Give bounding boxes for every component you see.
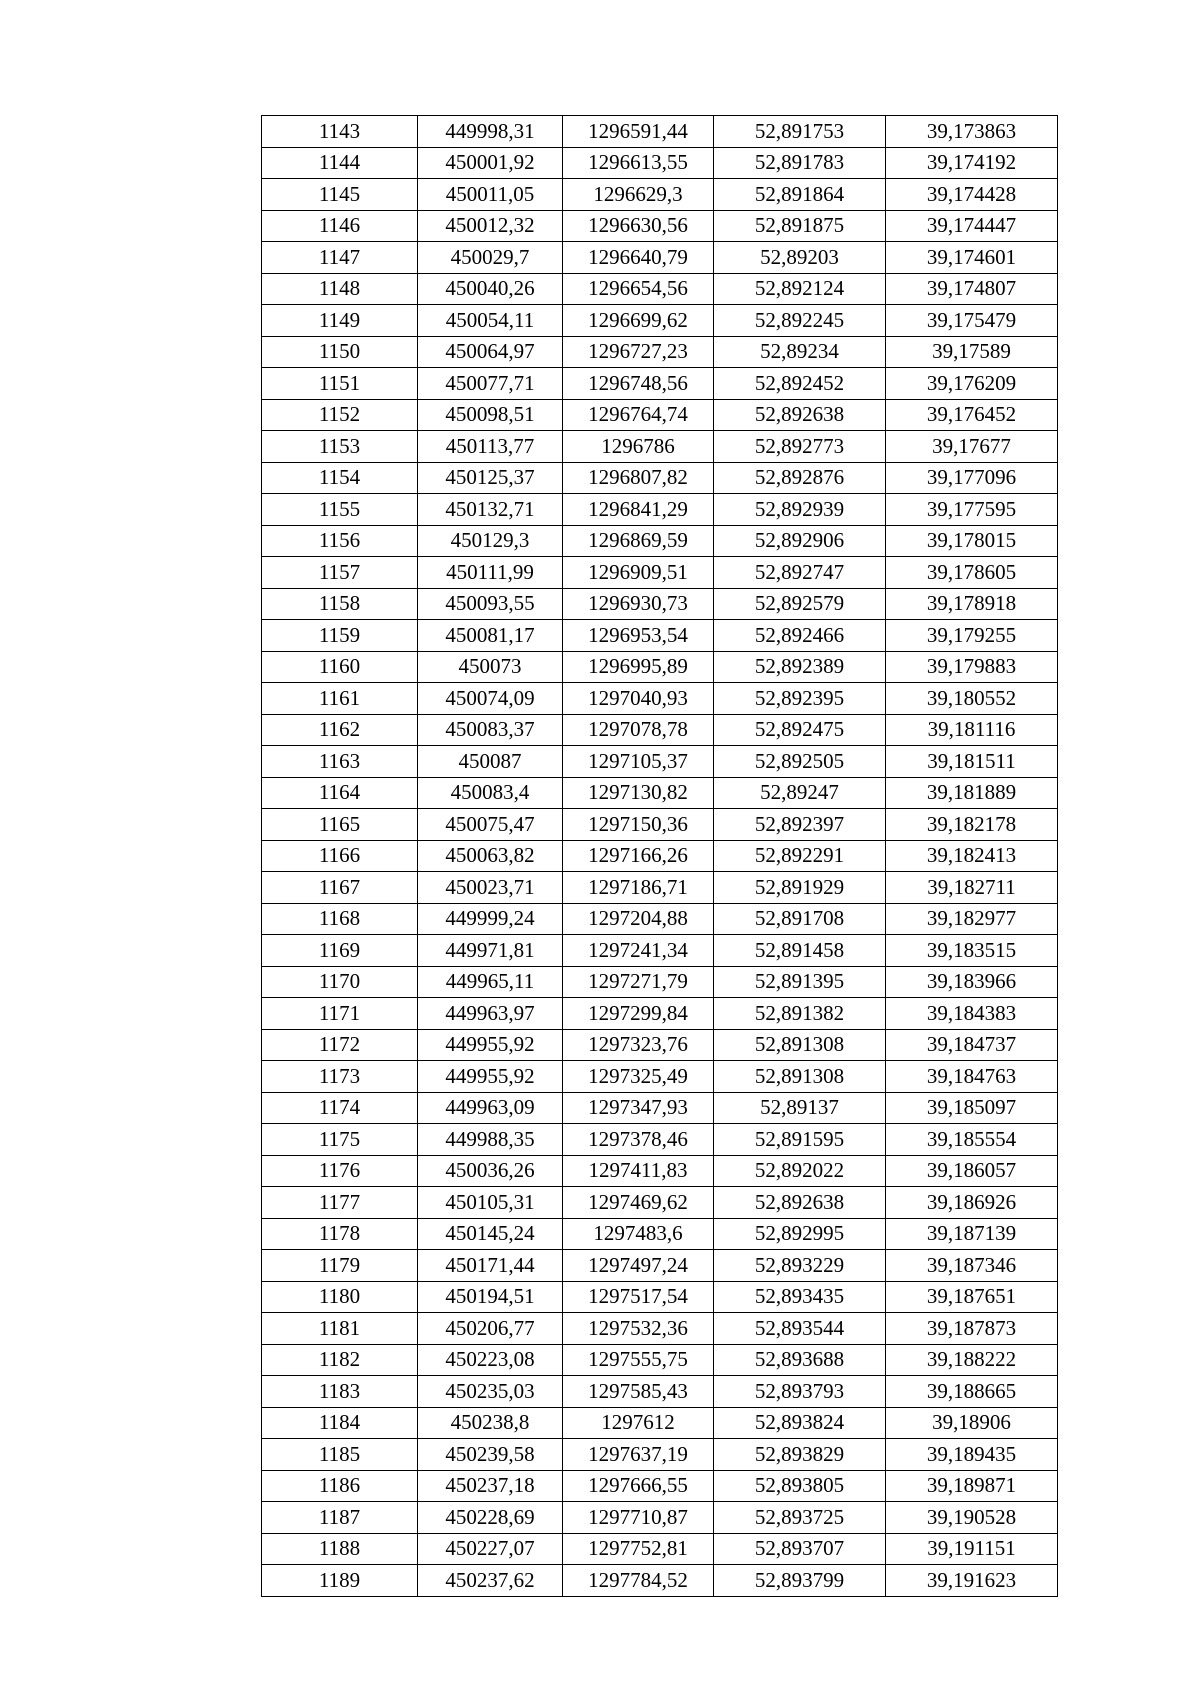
table-row (262, 1376, 1058, 1408)
longitude-cell: 39,187346 (886, 1250, 1058, 1282)
longitude-cell: 39,175479 (886, 305, 1058, 337)
longitude-cell: 39,174601 (886, 242, 1058, 274)
point-number-cell: 1144 (262, 147, 418, 179)
x-coordinate-cell: 450145,24 (418, 1218, 563, 1250)
y-coordinate-cell: 1297666,55 (563, 1470, 714, 1502)
x-coordinate-cell: 450132,71 (418, 494, 563, 526)
latitude-cell: 52,893688 (714, 1344, 886, 1376)
point-number-cell: 1145 (262, 179, 418, 211)
table-row (262, 966, 1058, 998)
table-row (262, 1407, 1058, 1439)
latitude-cell: 52,893725 (714, 1502, 886, 1534)
point-number-cell: 1167 (262, 872, 418, 904)
longitude-cell: 39,181116 (886, 714, 1058, 746)
latitude-cell: 52,89234 (714, 336, 886, 368)
x-coordinate-cell: 450223,08 (418, 1344, 563, 1376)
point-number-cell: 1159 (262, 620, 418, 652)
latitude-cell: 52,892389 (714, 651, 886, 683)
x-coordinate-cell: 450111,99 (418, 557, 563, 589)
point-number-cell: 1146 (262, 210, 418, 242)
longitude-cell: 39,182977 (886, 903, 1058, 935)
x-coordinate-cell: 450129,3 (418, 525, 563, 557)
x-coordinate-cell: 450093,55 (418, 588, 563, 620)
point-number-cell: 1160 (262, 651, 418, 683)
longitude-cell: 39,187873 (886, 1313, 1058, 1345)
longitude-cell: 39,183966 (886, 966, 1058, 998)
latitude-cell: 52,891458 (714, 935, 886, 967)
table-row (262, 872, 1058, 904)
table-row (262, 557, 1058, 589)
latitude-cell: 52,891929 (714, 872, 886, 904)
latitude-cell: 52,89247 (714, 777, 886, 809)
longitude-cell: 39,173863 (886, 116, 1058, 148)
longitude-cell: 39,182413 (886, 840, 1058, 872)
table-row (262, 620, 1058, 652)
longitude-cell: 39,188222 (886, 1344, 1058, 1376)
longitude-cell: 39,190528 (886, 1502, 1058, 1534)
y-coordinate-cell: 1297166,26 (563, 840, 714, 872)
longitude-cell: 39,18906 (886, 1407, 1058, 1439)
x-coordinate-cell: 450237,18 (418, 1470, 563, 1502)
point-number-cell: 1180 (262, 1281, 418, 1313)
latitude-cell: 52,892638 (714, 399, 886, 431)
x-coordinate-cell: 450113,77 (418, 431, 563, 463)
y-coordinate-cell: 1297040,93 (563, 683, 714, 715)
x-coordinate-cell: 450083,37 (418, 714, 563, 746)
y-coordinate-cell: 1297105,37 (563, 746, 714, 778)
table-row (262, 998, 1058, 1030)
point-number-cell: 1162 (262, 714, 418, 746)
y-coordinate-cell: 1296786 (563, 431, 714, 463)
point-number-cell: 1155 (262, 494, 418, 526)
table-row (262, 494, 1058, 526)
y-coordinate-cell: 1297241,34 (563, 935, 714, 967)
longitude-cell: 39,176209 (886, 368, 1058, 400)
y-coordinate-cell: 1297532,36 (563, 1313, 714, 1345)
latitude-cell: 52,893799 (714, 1565, 886, 1597)
point-number-cell: 1188 (262, 1533, 418, 1565)
point-number-cell: 1185 (262, 1439, 418, 1471)
longitude-cell: 39,182711 (886, 872, 1058, 904)
y-coordinate-cell: 1297130,82 (563, 777, 714, 809)
point-number-cell: 1165 (262, 809, 418, 841)
longitude-cell: 39,17589 (886, 336, 1058, 368)
point-number-cell: 1173 (262, 1061, 418, 1093)
longitude-cell: 39,179883 (886, 651, 1058, 683)
longitude-cell: 39,174807 (886, 273, 1058, 305)
x-coordinate-cell: 450083,4 (418, 777, 563, 809)
y-coordinate-cell: 1296764,74 (563, 399, 714, 431)
latitude-cell: 52,892466 (714, 620, 886, 652)
x-coordinate-cell: 450001,92 (418, 147, 563, 179)
table-row (262, 1155, 1058, 1187)
table-row (262, 651, 1058, 683)
latitude-cell: 52,893793 (714, 1376, 886, 1408)
table-row (262, 777, 1058, 809)
point-number-cell: 1147 (262, 242, 418, 274)
latitude-cell: 52,892876 (714, 462, 886, 494)
y-coordinate-cell: 1297637,19 (563, 1439, 714, 1471)
table-row (262, 714, 1058, 746)
y-coordinate-cell: 1297378,46 (563, 1124, 714, 1156)
x-coordinate-cell: 450105,31 (418, 1187, 563, 1219)
latitude-cell: 52,892505 (714, 746, 886, 778)
longitude-cell: 39,179255 (886, 620, 1058, 652)
x-coordinate-cell: 450075,47 (418, 809, 563, 841)
latitude-cell: 52,89203 (714, 242, 886, 274)
longitude-cell: 39,178015 (886, 525, 1058, 557)
longitude-cell: 39,184383 (886, 998, 1058, 1030)
point-number-cell: 1156 (262, 525, 418, 557)
longitude-cell: 39,178918 (886, 588, 1058, 620)
y-coordinate-cell: 1297204,88 (563, 903, 714, 935)
y-coordinate-cell: 1297585,43 (563, 1376, 714, 1408)
x-coordinate-cell: 450239,58 (418, 1439, 563, 1471)
latitude-cell: 52,891753 (714, 116, 886, 148)
table-row (262, 588, 1058, 620)
longitude-cell: 39,186926 (886, 1187, 1058, 1219)
latitude-cell: 52,892245 (714, 305, 886, 337)
latitude-cell: 52,892906 (714, 525, 886, 557)
x-coordinate-cell: 450081,17 (418, 620, 563, 652)
latitude-cell: 52,893229 (714, 1250, 886, 1282)
y-coordinate-cell: 1297517,54 (563, 1281, 714, 1313)
table-row (262, 336, 1058, 368)
latitude-cell: 52,891864 (714, 179, 886, 211)
point-number-cell: 1149 (262, 305, 418, 337)
longitude-cell: 39,189435 (886, 1439, 1058, 1471)
longitude-cell: 39,174447 (886, 210, 1058, 242)
longitude-cell: 39,180552 (886, 683, 1058, 715)
latitude-cell: 52,891783 (714, 147, 886, 179)
table-row (262, 1533, 1058, 1565)
longitude-cell: 39,177096 (886, 462, 1058, 494)
table-row (262, 1218, 1058, 1250)
point-number-cell: 1189 (262, 1565, 418, 1597)
latitude-cell: 52,891875 (714, 210, 886, 242)
latitude-cell: 52,892579 (714, 588, 886, 620)
longitude-cell: 39,185097 (886, 1092, 1058, 1124)
point-number-cell: 1176 (262, 1155, 418, 1187)
latitude-cell: 52,892124 (714, 273, 886, 305)
point-number-cell: 1171 (262, 998, 418, 1030)
x-coordinate-cell: 449955,92 (418, 1061, 563, 1093)
point-number-cell: 1157 (262, 557, 418, 589)
x-coordinate-cell: 449998,31 (418, 116, 563, 148)
longitude-cell: 39,174428 (886, 179, 1058, 211)
y-coordinate-cell: 1297784,52 (563, 1565, 714, 1597)
point-number-cell: 1179 (262, 1250, 418, 1282)
table-row (262, 935, 1058, 967)
table-row (262, 368, 1058, 400)
table-row (262, 179, 1058, 211)
longitude-cell: 39,176452 (886, 399, 1058, 431)
x-coordinate-cell: 449971,81 (418, 935, 563, 967)
longitude-cell: 39,181511 (886, 746, 1058, 778)
x-coordinate-cell: 450073 (418, 651, 563, 683)
x-coordinate-cell: 450171,44 (418, 1250, 563, 1282)
point-number-cell: 1163 (262, 746, 418, 778)
longitude-cell: 39,187139 (886, 1218, 1058, 1250)
point-number-cell: 1181 (262, 1313, 418, 1345)
x-coordinate-cell: 449955,92 (418, 1029, 563, 1061)
x-coordinate-cell: 450011,05 (418, 179, 563, 211)
latitude-cell: 52,893707 (714, 1533, 886, 1565)
y-coordinate-cell: 1297186,71 (563, 872, 714, 904)
x-coordinate-cell: 450235,03 (418, 1376, 563, 1408)
longitude-cell: 39,174192 (886, 147, 1058, 179)
y-coordinate-cell: 1296727,23 (563, 336, 714, 368)
latitude-cell: 52,892291 (714, 840, 886, 872)
table-row (262, 746, 1058, 778)
latitude-cell: 52,891308 (714, 1029, 886, 1061)
point-number-cell: 1151 (262, 368, 418, 400)
y-coordinate-cell: 1297299,84 (563, 998, 714, 1030)
point-number-cell: 1161 (262, 683, 418, 715)
latitude-cell: 52,891308 (714, 1061, 886, 1093)
x-coordinate-cell: 449963,97 (418, 998, 563, 1030)
x-coordinate-cell: 450228,69 (418, 1502, 563, 1534)
table-row (262, 1439, 1058, 1471)
longitude-cell: 39,181889 (886, 777, 1058, 809)
latitude-cell: 52,892397 (714, 809, 886, 841)
point-number-cell: 1174 (262, 1092, 418, 1124)
table-row (262, 1092, 1058, 1124)
x-coordinate-cell: 449988,35 (418, 1124, 563, 1156)
y-coordinate-cell: 1296869,59 (563, 525, 714, 557)
x-coordinate-cell: 450040,26 (418, 273, 563, 305)
point-number-cell: 1152 (262, 399, 418, 431)
latitude-cell: 52,893805 (714, 1470, 886, 1502)
latitude-cell: 52,892452 (714, 368, 886, 400)
point-number-cell: 1164 (262, 777, 418, 809)
x-coordinate-cell: 450012,32 (418, 210, 563, 242)
point-number-cell: 1168 (262, 903, 418, 935)
y-coordinate-cell: 1297555,75 (563, 1344, 714, 1376)
table-row (262, 1502, 1058, 1534)
y-coordinate-cell: 1296841,29 (563, 494, 714, 526)
table-row (262, 147, 1058, 179)
x-coordinate-cell: 450063,82 (418, 840, 563, 872)
longitude-cell: 39,191623 (886, 1565, 1058, 1597)
longitude-cell: 39,185554 (886, 1124, 1058, 1156)
coordinates-table-body (262, 116, 1058, 1597)
point-number-cell: 1148 (262, 273, 418, 305)
table-row (262, 903, 1058, 935)
y-coordinate-cell: 1297469,62 (563, 1187, 714, 1219)
x-coordinate-cell: 450036,26 (418, 1155, 563, 1187)
y-coordinate-cell: 1297483,6 (563, 1218, 714, 1250)
x-coordinate-cell: 450206,77 (418, 1313, 563, 1345)
point-number-cell: 1183 (262, 1376, 418, 1408)
y-coordinate-cell: 1296629,3 (563, 179, 714, 211)
latitude-cell: 52,891708 (714, 903, 886, 935)
y-coordinate-cell: 1297078,78 (563, 714, 714, 746)
x-coordinate-cell: 450087 (418, 746, 563, 778)
longitude-cell: 39,177595 (886, 494, 1058, 526)
y-coordinate-cell: 1297271,79 (563, 966, 714, 998)
coordinates-table (261, 115, 1058, 1597)
latitude-cell: 52,893544 (714, 1313, 886, 1345)
point-number-cell: 1178 (262, 1218, 418, 1250)
longitude-cell: 39,188665 (886, 1376, 1058, 1408)
table-row (262, 1565, 1058, 1597)
y-coordinate-cell: 1297612 (563, 1407, 714, 1439)
longitude-cell: 39,17677 (886, 431, 1058, 463)
point-number-cell: 1143 (262, 116, 418, 148)
point-number-cell: 1158 (262, 588, 418, 620)
table-row (262, 1313, 1058, 1345)
point-number-cell: 1169 (262, 935, 418, 967)
y-coordinate-cell: 1296640,79 (563, 242, 714, 274)
y-coordinate-cell: 1296748,56 (563, 368, 714, 400)
x-coordinate-cell: 449965,11 (418, 966, 563, 998)
longitude-cell: 39,184737 (886, 1029, 1058, 1061)
y-coordinate-cell: 1297323,76 (563, 1029, 714, 1061)
longitude-cell: 39,191151 (886, 1533, 1058, 1565)
latitude-cell: 52,891595 (714, 1124, 886, 1156)
latitude-cell: 52,892939 (714, 494, 886, 526)
y-coordinate-cell: 1296930,73 (563, 588, 714, 620)
table-row (262, 525, 1058, 557)
x-coordinate-cell: 450064,97 (418, 336, 563, 368)
latitude-cell: 52,891382 (714, 998, 886, 1030)
point-number-cell: 1166 (262, 840, 418, 872)
longitude-cell: 39,186057 (886, 1155, 1058, 1187)
y-coordinate-cell: 1296909,51 (563, 557, 714, 589)
latitude-cell: 52,893435 (714, 1281, 886, 1313)
table-row (262, 809, 1058, 841)
table-row (262, 399, 1058, 431)
point-number-cell: 1177 (262, 1187, 418, 1219)
latitude-cell: 52,892395 (714, 683, 886, 715)
x-coordinate-cell: 450194,51 (418, 1281, 563, 1313)
y-coordinate-cell: 1296630,56 (563, 210, 714, 242)
y-coordinate-cell: 1296591,44 (563, 116, 714, 148)
table-row (262, 1281, 1058, 1313)
x-coordinate-cell: 450098,51 (418, 399, 563, 431)
longitude-cell: 39,178605 (886, 557, 1058, 589)
y-coordinate-cell: 1296699,62 (563, 305, 714, 337)
point-number-cell: 1172 (262, 1029, 418, 1061)
table-row (262, 431, 1058, 463)
longitude-cell: 39,187651 (886, 1281, 1058, 1313)
x-coordinate-cell: 450227,07 (418, 1533, 563, 1565)
latitude-cell: 52,891395 (714, 966, 886, 998)
point-number-cell: 1150 (262, 336, 418, 368)
latitude-cell: 52,892475 (714, 714, 886, 746)
point-number-cell: 1186 (262, 1470, 418, 1502)
y-coordinate-cell: 1296613,55 (563, 147, 714, 179)
x-coordinate-cell: 450054,11 (418, 305, 563, 337)
x-coordinate-cell: 450237,62 (418, 1565, 563, 1597)
point-number-cell: 1154 (262, 462, 418, 494)
y-coordinate-cell: 1297710,87 (563, 1502, 714, 1534)
x-coordinate-cell: 450077,71 (418, 368, 563, 400)
latitude-cell: 52,89137 (714, 1092, 886, 1124)
y-coordinate-cell: 1297347,93 (563, 1092, 714, 1124)
latitude-cell: 52,893824 (714, 1407, 886, 1439)
y-coordinate-cell: 1296807,82 (563, 462, 714, 494)
point-number-cell: 1182 (262, 1344, 418, 1376)
table-row (262, 462, 1058, 494)
point-number-cell: 1153 (262, 431, 418, 463)
table-row (262, 273, 1058, 305)
table-row (262, 1250, 1058, 1282)
x-coordinate-cell: 450074,09 (418, 683, 563, 715)
y-coordinate-cell: 1296953,54 (563, 620, 714, 652)
latitude-cell: 52,893829 (714, 1439, 886, 1471)
table-row (262, 1344, 1058, 1376)
table-row (262, 242, 1058, 274)
y-coordinate-cell: 1296654,56 (563, 273, 714, 305)
y-coordinate-cell: 1297497,24 (563, 1250, 714, 1282)
point-number-cell: 1175 (262, 1124, 418, 1156)
longitude-cell: 39,189871 (886, 1470, 1058, 1502)
longitude-cell: 39,184763 (886, 1061, 1058, 1093)
latitude-cell: 52,892773 (714, 431, 886, 463)
table-row (262, 840, 1058, 872)
y-coordinate-cell: 1297325,49 (563, 1061, 714, 1093)
x-coordinate-cell: 450029,7 (418, 242, 563, 274)
longitude-cell: 39,182178 (886, 809, 1058, 841)
table-row (262, 210, 1058, 242)
table-row (262, 1187, 1058, 1219)
table-row (262, 305, 1058, 337)
x-coordinate-cell: 450238,8 (418, 1407, 563, 1439)
x-coordinate-cell: 449963,09 (418, 1092, 563, 1124)
latitude-cell: 52,892022 (714, 1155, 886, 1187)
longitude-cell: 39,183515 (886, 935, 1058, 967)
x-coordinate-cell: 449999,24 (418, 903, 563, 935)
table-row (262, 1124, 1058, 1156)
x-coordinate-cell: 450125,37 (418, 462, 563, 494)
y-coordinate-cell: 1297752,81 (563, 1533, 714, 1565)
table-row (262, 116, 1058, 148)
latitude-cell: 52,892747 (714, 557, 886, 589)
point-number-cell: 1170 (262, 966, 418, 998)
y-coordinate-cell: 1297150,36 (563, 809, 714, 841)
point-number-cell: 1184 (262, 1407, 418, 1439)
table-row (262, 683, 1058, 715)
table-row (262, 1061, 1058, 1093)
y-coordinate-cell: 1296995,89 (563, 651, 714, 683)
latitude-cell: 52,892638 (714, 1187, 886, 1219)
y-coordinate-cell: 1297411,83 (563, 1155, 714, 1187)
x-coordinate-cell: 450023,71 (418, 872, 563, 904)
table-row (262, 1470, 1058, 1502)
table-row (262, 1029, 1058, 1061)
point-number-cell: 1187 (262, 1502, 418, 1534)
latitude-cell: 52,892995 (714, 1218, 886, 1250)
